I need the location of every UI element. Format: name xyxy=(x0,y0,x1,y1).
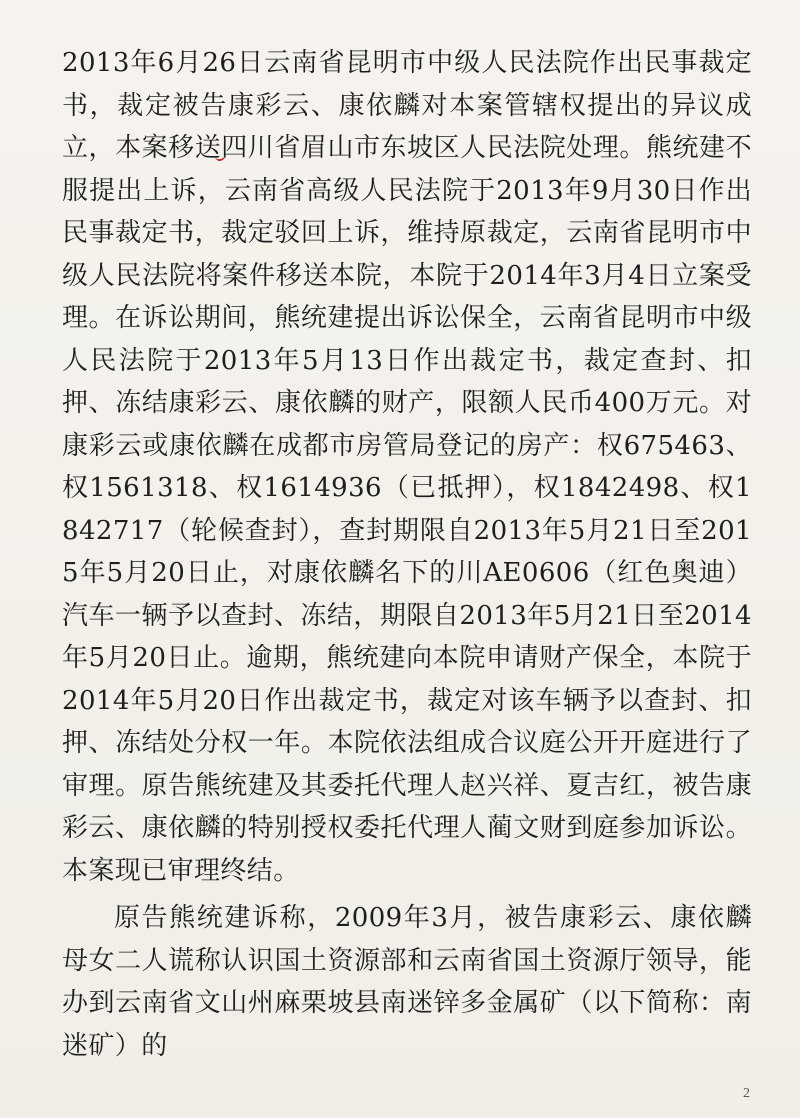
page-number: 2 xyxy=(743,1086,750,1101)
paragraph-2: 原告熊统建诉称，2009年3月，被告康彩云、康依麟母女二人谎称认识国土资源部和云南省国土资源厅领导，能办到云南省文山州麻栗坡县南迷锌多金属矿（以下简称：南迷矿）的 xyxy=(62,903,752,1061)
paragraph-1: 2013年6月26日云南省昆明市中级人民法院作出民事裁定书，裁定被告康彩云、康依麟对本案管辖权提出的异议成立，本案移送四川省眉山市东坡区人民法院处理。熊统建不服提出上诉，云南省高级人民法院于2013年9月30日作出民事裁定书，裁定驳回上诉，维持原裁定，云南省昆明市中级人民法院将案件移送本院，本院于2014年3月4日立案受理。在诉讼期间，熊统建提出诉讼保全，云南省昆明市中级人民法院于2013年5月13日作出裁定书，裁定查封、扣押、冻结康彩云、康依麟的财产，限额人民币400万元。对康彩云或康依麟在成都市房管局登记的房产：权675463、权1561318、权1614936（已抵押），权1842498、权1842717（轮候查封），查封期限自2013年5月21日至2015年5月20日止，对康依麟名下的川AE0606（红色奥迪）汽车一辆予以查封、冻结，期限自2013年5月21日至2014年5月20日止。逾期，熊统建向本院申请财产保全，本院于2014年5月20日作出裁定书，裁定对该车辆予以查封、扣押、冻结处分权一年。本院依法组成合议庭公开开庭进行了审理。原告熊统建及其委托代理人赵兴祥、夏吉红，被告康彩云、康依麟的特别授权委托代理人蔺文财到庭参加诉讼。本案现已审理终结。 xyxy=(62,48,752,886)
